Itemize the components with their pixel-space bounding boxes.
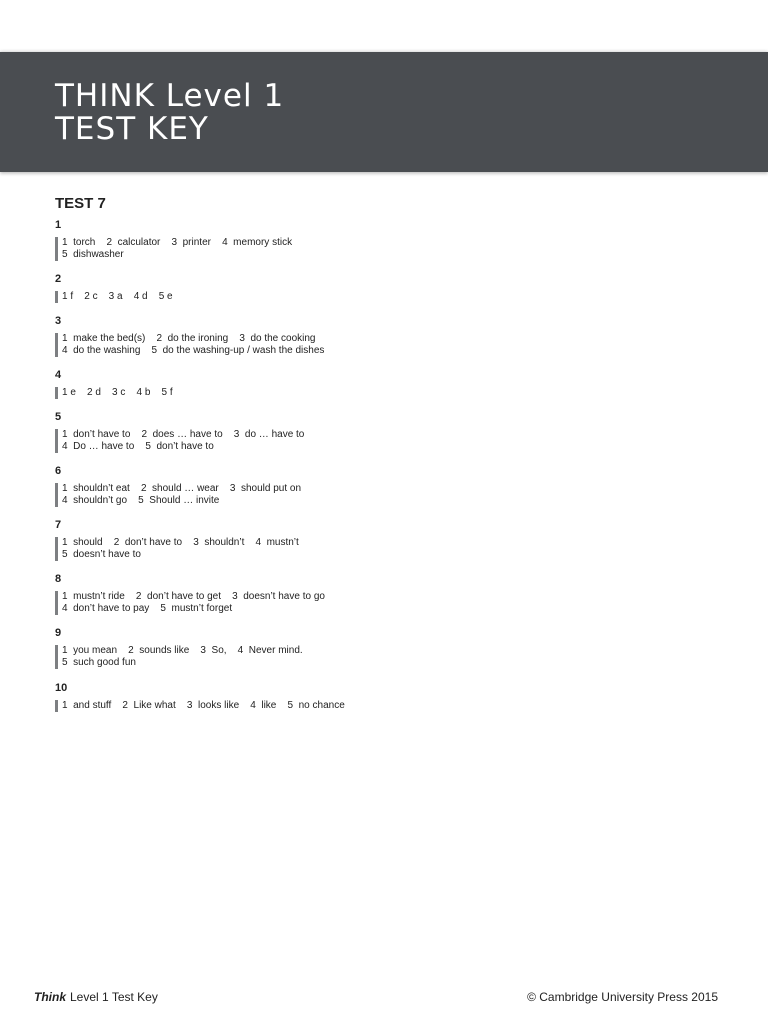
- section-6: [55, 465, 655, 507]
- section-number: 6: [55, 465, 62, 477]
- answer-line: 4 shouldn’t go 5 Should … invite: [62, 495, 220, 506]
- answer-block: [55, 237, 655, 261]
- answer-block: [55, 537, 655, 561]
- answer-line: 1 shouldn’t eat 2 should … wear 3 should put on: [62, 483, 302, 494]
- section-4: [55, 369, 655, 399]
- answer-line: 1 and stuff 2 Like what 3 looks like 4 like 5 no chance: [62, 700, 345, 711]
- header-title: [55, 80, 284, 146]
- section-number: 3: [55, 315, 62, 327]
- answer-line: 4 don’t have to pay 5 mustn’t forget: [62, 603, 233, 614]
- section-1: [55, 219, 655, 261]
- answer-line: 1 e 2 d 3 c 4 b 5 f: [62, 387, 173, 398]
- section-number: 4: [55, 369, 62, 381]
- section-number: 5: [55, 411, 62, 423]
- answer-line: 1 should 2 don’t have to 3 shouldn’t 4 mustn’t: [62, 537, 299, 548]
- answer-block: [55, 700, 655, 712]
- answer-line: 1 don’t have to 2 does … have to 3 do … have to: [62, 429, 305, 440]
- section-number: 9: [55, 627, 62, 639]
- footer-left: [34, 990, 158, 1004]
- answer-line: 1 mustn’t ride 2 don’t have to get 3 doesn’t have to go: [62, 591, 325, 602]
- section-number: 7: [55, 519, 62, 531]
- answer-line: 1 f 2 c 3 a 4 d 5 e: [62, 291, 173, 302]
- answer-line: 4 do the washing 5 do the washing-up / wash the dishes: [62, 345, 325, 356]
- answer-line: 5 dishwasher: [62, 249, 124, 260]
- answer-line: 5 such good fun: [62, 657, 136, 668]
- section-number: 1: [55, 219, 62, 231]
- answer-block: [55, 429, 655, 453]
- answer-block: [55, 387, 655, 399]
- footer-brand: Think: [34, 990, 66, 1004]
- section-3: [55, 315, 655, 357]
- answer-line: 1 make the bed(s) 2 do the ironing 3 do the cooking: [62, 333, 316, 344]
- section-number: 10: [55, 682, 68, 694]
- answer-line: 1 you mean 2 sounds like 3 So, 4 Never mind.: [62, 645, 303, 656]
- answer-block: [55, 333, 655, 357]
- page-top-margin: [0, 0, 768, 52]
- test-title: TEST 7: [55, 195, 106, 212]
- section-9: [55, 627, 655, 669]
- answer-block: [55, 591, 655, 615]
- answer-block: [55, 291, 655, 303]
- answer-line: 4 Do … have to 5 don’t have to: [62, 441, 214, 452]
- answer-line: 1 torch 2 calculator 3 printer 4 memory stick: [62, 237, 293, 248]
- footer-left-text: Level 1 Test Key: [70, 990, 158, 1004]
- answer-line: 5 doesn’t have to: [62, 549, 141, 560]
- answer-block: [55, 483, 655, 507]
- section-8: [55, 573, 655, 615]
- answer-block: [55, 645, 655, 669]
- header-title-line1: THINK Level 1: [55, 78, 285, 114]
- header-title-line2: TEST KEY: [55, 111, 209, 147]
- section-number: 2: [55, 273, 62, 285]
- section-10: [55, 682, 655, 712]
- section-5: [55, 411, 655, 453]
- section-2: [55, 273, 655, 303]
- section-number: 8: [55, 573, 62, 585]
- footer-copyright: © Cambridge University Press 2015: [527, 990, 718, 1004]
- section-7: [55, 519, 655, 561]
